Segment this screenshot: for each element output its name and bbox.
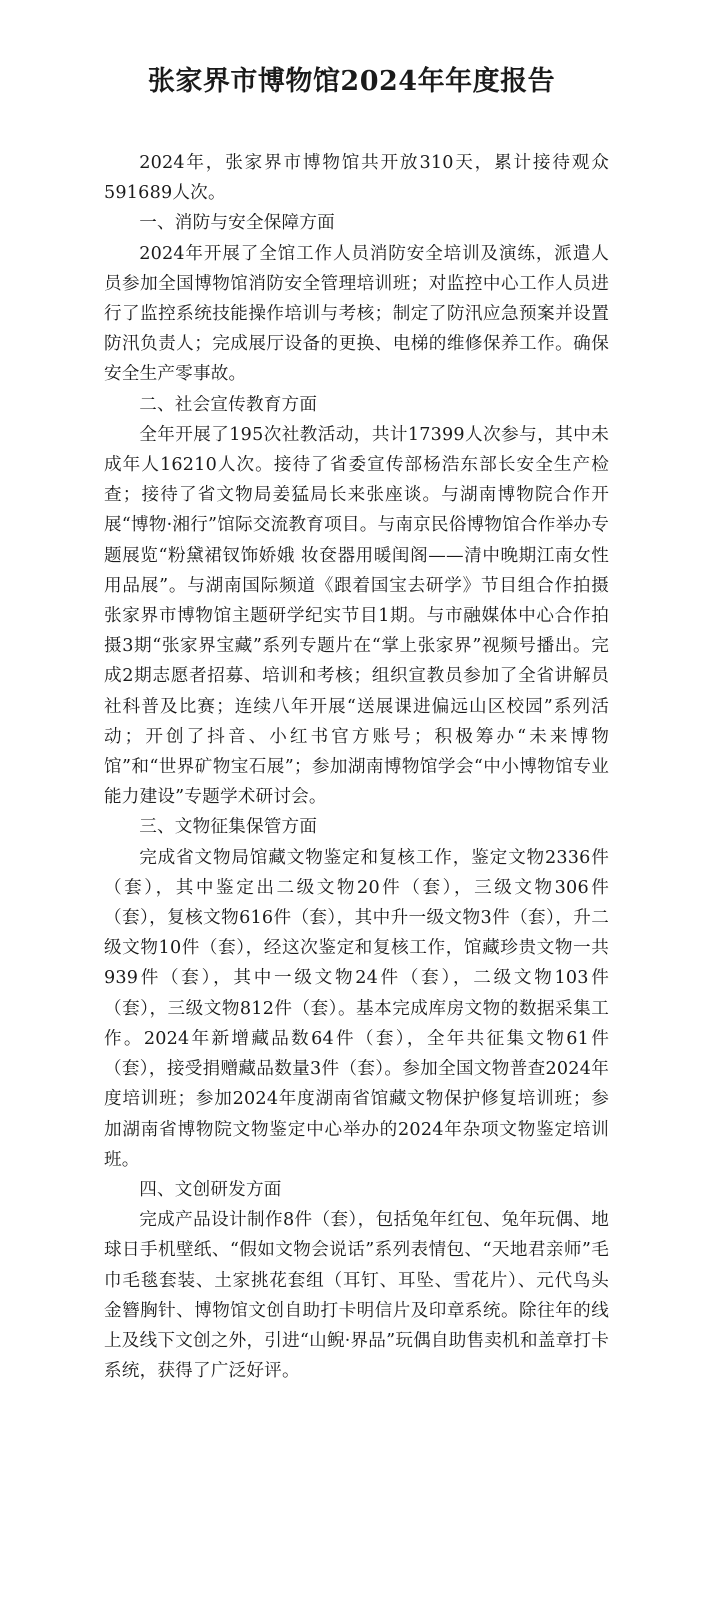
section-heading-education: 二、社会宣传教育方面 [139,394,318,415]
section-text-creative: 完成产品设计制作8件（套），包括兔年红包、兔年玩偶、地球日手机壁纸、“假如文物会说话”系列表情包、“天地君亲师”毛巾毛毯套装、土家挑花套组（耳钉、耳坠、雪花片）、元代鸟头金簪胸针、博物馆文创自助打卡明信片及印章系统。除往年的线上及线下文创之外，引进“山鲵·界品”玩偶自助售卖机和盖章打卡系统，获得了广泛好评。 [104,1210,609,1382]
section-heading-creative: 四、文创研发方面 [139,1179,282,1200]
intro-paragraph: 2024年，张家界市博物馆共开放310天，累计接待观众591689人次。 [104,153,609,204]
section-text-safety: 2024年开展了全馆工作人员消防安全培训及演练，派遣人员参加全国博物馆消防安全管理培训班；对监控中心工作人员进行了监控系统技能操作培训与考核；制定了防汛应急预案并设置防汛负责人；完成展厅设备的更换、电梯的维修保养工作。确保安全生产零事故。 [104,243,609,385]
section-text-education: 全年开展了195次社教活动，共计17399人次参与，其中未成年人16210人次。接待了省委宣传部杨浩东部长安全生产检查；接待了省文物局姜猛局长来张座谈。与湖南博物院合作开展“博物·湘行”馆际交流教育项目。与南京民俗博物馆合作举办专题展览“粉黛裙钗饰娇娥 妆奁器用暖闺阁——清中晚期江南女性用品展”。与湖南国际频道《跟着国宝去研学》节目组合作拍摄张家界市博物馆主题研学纪实节目1期。与市融媒体中心合作拍摄3期“张家界宝藏”系列专题片在“掌上张家界”视频号播出。完成2期志愿者招募、培训和考核；组织宣教员参加了全省讲解员社科普及比赛；连续八年开展“送展课进偏远山区校园”系列活动；开创了抖音、小红书官方账号；积极筹办“未来博物馆”和“世界矿物宝石展”；参加湖南博物馆学会“中小博物馆专业能力建设”专题学术研讨会。 [104,424,609,808]
document-body [104,148,609,1386]
section-text-collection: 完成省文物局馆藏文物鉴定和复核工作，鉴定文物2336件（套），其中鉴定出二级文物20件（套），三级文物306件（套），复核文物616件（套），其中升一级文物3件（套），升二级文物10件（套），经这次鉴定和复核工作，馆藏珍贵文物一共939件（套），其中一级文物24件（套），二级文物103件（套），三级文物812件（套）。基本完成库房文物的数据采集工作。2024年新增藏品数64件（套），全年共征集文物61件（套），接受捐赠藏品数量3件（套）。参加全国文物普查2024年度培训班；参加2024年度湖南省馆藏文物保护修复培训班；参加湖南省博物院文物鉴定中心举办的2024年杂项文物鉴定培训班。 [104,847,609,1170]
section-heading-safety: 一、消防与安全保障方面 [139,213,335,234]
document-title: 张家界市博物馆2024年年度报告 [147,66,556,97]
section-heading-collection: 三、文物征集保管方面 [139,817,318,838]
